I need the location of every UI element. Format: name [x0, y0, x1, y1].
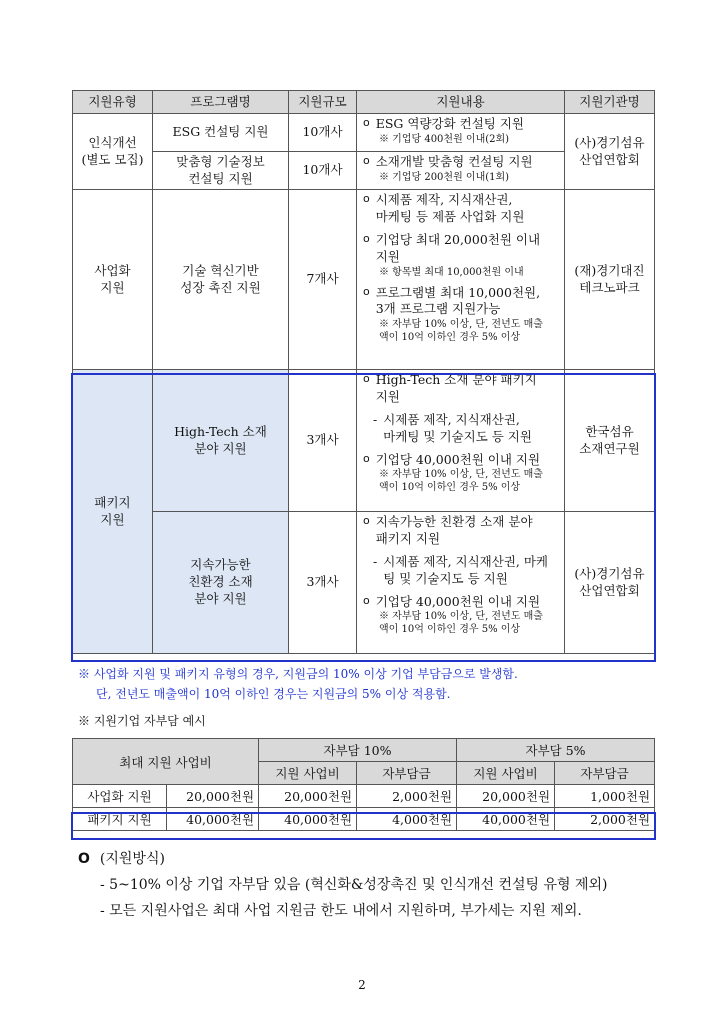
type-commercial: 사업화 지원 [73, 190, 153, 370]
header-max-cost: 최대 지원 사업비 [73, 739, 259, 785]
agency-daejin-technopark: (재)경기대진 테크노파크 [565, 190, 655, 370]
table-row [73, 808, 655, 831]
bullet-text: 기업당 40,000천원 이내 지원 [375, 451, 541, 467]
scale-eco: 3개사 [289, 512, 357, 654]
header-scale: 지원규모 [289, 91, 357, 114]
program-tech-innovation: 기술 혁신기반 성장 촉진 지원 [153, 190, 289, 370]
sub-note: ※ 자부담 10% 이상, 단, 전년도 매출 액이 10억 이하인 경우 5% 이상 [379, 611, 543, 636]
circle-bullet-icon: O [78, 851, 90, 867]
bullet-text: ESG 역량강화 컨설팅 지원 [375, 116, 525, 131]
header-self-5: 자부담 5% [457, 739, 655, 762]
program-esg-consulting: ESG 컨설팅 지원 [153, 114, 289, 152]
header-support-cost: 지원 사업비 [259, 762, 357, 785]
cell-self-10: 4,000천원 [357, 808, 457, 831]
program-eco-material: 지속가능한 친환경 소재 분야 지원 [153, 512, 289, 654]
scale-esg: 10개사 [289, 114, 357, 152]
agency-gyeonggi-textile: (사)경기섬유 산업연합회 [565, 512, 655, 654]
support-method-line-2: - 모든 지원사업은 최대 사업 지원금 한도 내에서 지원하며, 부가세는 지원 제외. [100, 903, 582, 919]
cell-max: 20,000천원 [167, 785, 259, 808]
bullet-text: 프로그램별 최대 10,000천원, 3개 프로그램 지원가능 [375, 284, 541, 317]
header-support-type: 지원유형 [73, 91, 153, 114]
content-esg: o ESG 역량강화 컨설팅 지원 ※ 기업당 400천원 이내(2회) [357, 114, 565, 152]
header-self-amount: 자부담금 [357, 762, 457, 785]
cell-support-10: 40,000천원 [259, 808, 357, 831]
dash-text: 시제품 제작, 지식재산권, 마케팅 및 기술지도 등 지원 [383, 411, 532, 444]
header-program-name: 프로그램명 [153, 91, 289, 114]
sub-note: ※ 자부담 10% 이상, 단, 전년도 매출 액이 10억 이하인 경우 5% 이상 [379, 469, 543, 494]
header-self-amount: 자부담금 [555, 762, 655, 785]
bullet-text: 기업당 40,000천원 이내 지원 [375, 593, 541, 609]
table-row [73, 370, 655, 512]
cell-self-5: 2,000천원 [555, 808, 655, 831]
agency-korea-textile-institute: 한국섬유 소재연구원 [565, 370, 655, 512]
bullet-text: 시제품 제작, 지식재산권, 마케팅 등 제품 사업화 지원 [375, 192, 525, 224]
table-header-row [73, 91, 655, 114]
sub-note: ※ 자부담 10% 이상, 단, 전년도 매출 액이 10억 이하인 경우 5% 이상 [379, 319, 543, 344]
cost-share-example-table [72, 738, 655, 831]
table-row [73, 114, 655, 152]
header-agency: 지원기관명 [565, 91, 655, 114]
cost-share-note: ※ 사업화 지원 및 패키지 유형의 경우, 지원금의 10% 이상 기업 부담금으로 발생함. [78, 667, 518, 681]
table-row [73, 190, 655, 370]
cell-self-10: 2,000천원 [357, 785, 457, 808]
header-content: 지원내용 [357, 91, 565, 114]
header-support-cost: 지원 사업비 [457, 762, 555, 785]
scale-commercial: 7개사 [289, 190, 357, 370]
dash-text: 시제품 제작, 지식재산권, 마케 팅 및 기술지도 등 지원 [383, 553, 549, 586]
cell-support-10: 20,000천원 [259, 785, 357, 808]
cost-share-note-exception: 단, 전년도 매출액이 10억 이하인 경우는 지원금의 5% 이상 적용함. [96, 687, 451, 701]
scale-tech-info: 10개사 [289, 152, 357, 190]
sub-note: ※ 항목별 최대 10,000천원 이내 [379, 266, 524, 278]
header-self-10: 자부담 10% [259, 739, 457, 762]
content-tech-info: o 소재개발 맞춤형 컨설팅 지원 ※ 기업당 200천원 이내(1회) [357, 152, 565, 190]
support-method-heading: O (지원방식) [78, 851, 165, 867]
support-method-line-1: - 5~10% 이상 기업 자부담 있음 (혁신화&성장촉진 및 인식개선 컨설팅 유형 제외) [100, 877, 608, 893]
type-package: 패키지 지원 [73, 370, 153, 654]
table-header-row [73, 739, 655, 762]
support-program-table [72, 90, 655, 654]
cell-support-5: 40,000천원 [457, 808, 555, 831]
row-label: 패키지 지원 [73, 808, 167, 831]
program-tech-info-consulting: 맞춤형 기술정보 컨설팅 지원 [153, 152, 289, 190]
content-eco: o 지속가능한 친환경 소재 분야 패키지 지원 - 시제품 제작, 지식재산권, 마케 팅 및 기술지도 등 지원 o 기업당 40,000천원 이내 지원 ※ 자부담 10% 이상, 단, 전년도 매출 액이 10억 이하인 경우 5% 이상 [357, 512, 565, 654]
bullet-text: High-Tech 소재 분야 패키지 지원 [375, 372, 537, 404]
content-commercial: o 시제품 제작, 지식재산권, 마케팅 등 제품 사업화 지원 o 기업당 최대 20,000천원 이내 지원 ※ 항목별 최대 10,000천원 이내 o 프로그램별 최대 10,000천원, 3개 프로그램 지원가능 ※ 자부담 10% 이상, 단, 전년도 매출 액이 10억 이하인 경우 5% 이상 [357, 190, 565, 370]
agency-gyeonggi-textile: (사)경기섬유 산업연합회 [565, 114, 655, 190]
row-label: 사업화 지원 [73, 785, 167, 808]
scale-hightech: 3개사 [289, 370, 357, 512]
cell-self-5: 1,000천원 [555, 785, 655, 808]
example-title: ※ 지원기업 자부담 예시 [78, 714, 206, 728]
content-hightech: o High-Tech 소재 분야 패키지 지원 - 시제품 제작, 지식재산권, 마케팅 및 기술지도 등 지원 o 기업당 40,000천원 이내 지원 ※ 자부담 10% 이상, 단, 전년도 매출 액이 10억 이하인 경우 5% 이상 [357, 370, 565, 512]
cell-max: 40,000천원 [167, 808, 259, 831]
table-row [73, 785, 655, 808]
sub-note: ※ 기업당 200천원 이내(1회) [379, 171, 510, 183]
bullet-text: 기업당 최대 20,000천원 이내 지원 [375, 231, 541, 264]
cell-support-5: 20,000천원 [457, 785, 555, 808]
bullet-text: 소재개발 맞춤형 컨설팅 지원 [375, 154, 533, 169]
type-awareness: 인식개선 (별도 모집) [73, 114, 153, 190]
table-row [73, 512, 655, 654]
program-hightech-material: High-Tech 소재 분야 지원 [153, 370, 289, 512]
sub-note: ※ 기업당 400천원 이내(2회) [379, 133, 510, 145]
page-number: 2 [358, 978, 366, 992]
bullet-text: 지속가능한 친환경 소재 분야 패키지 지원 [375, 514, 533, 546]
